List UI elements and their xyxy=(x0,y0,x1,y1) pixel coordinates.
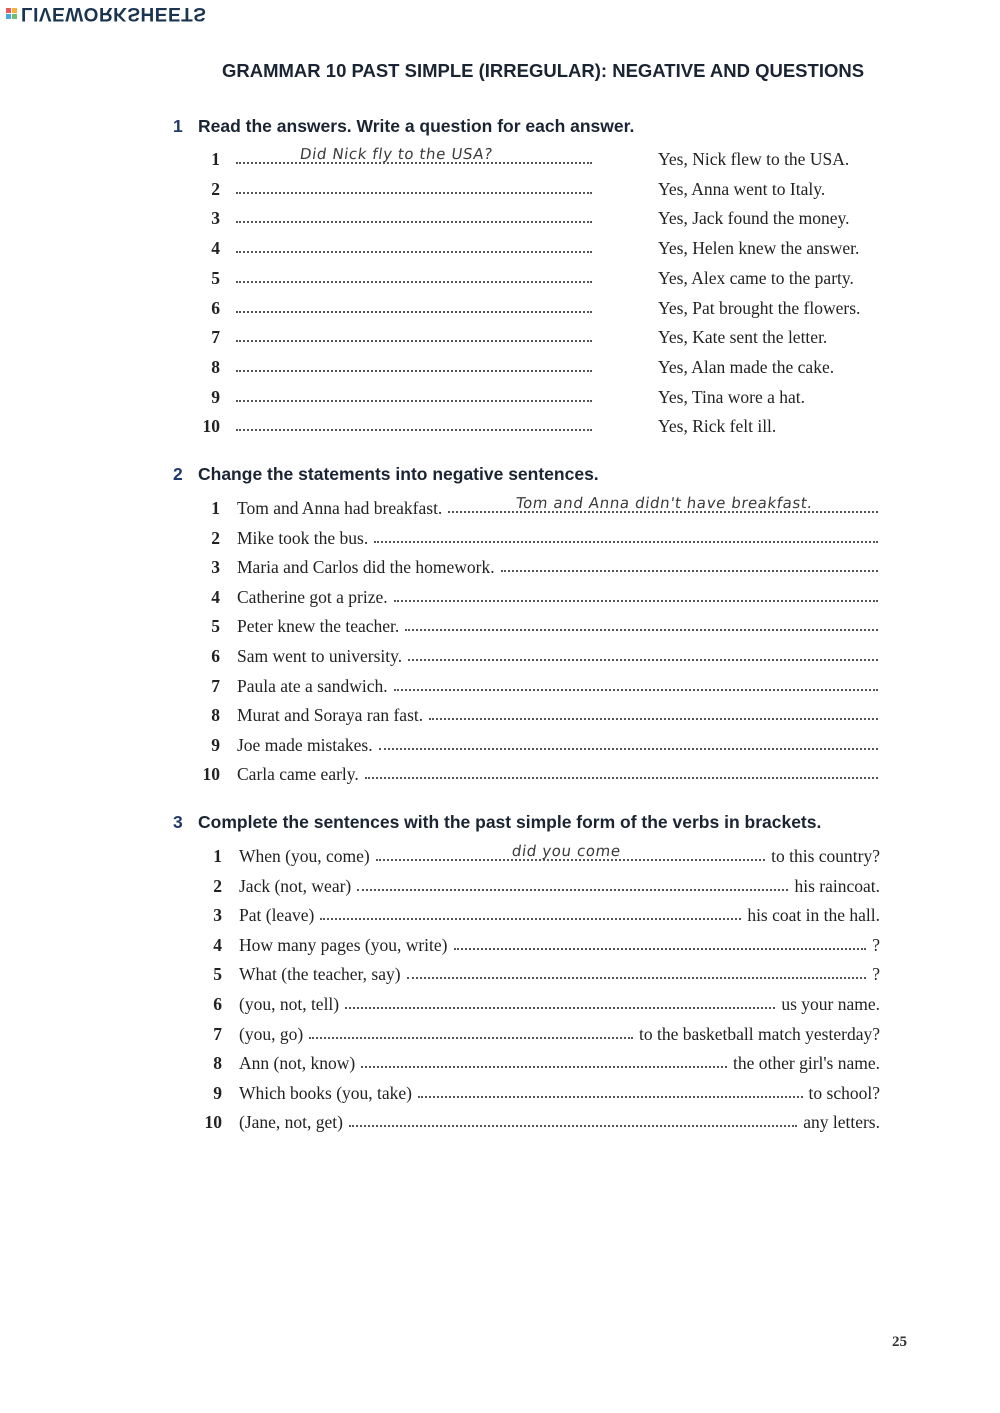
question-row xyxy=(0,208,1000,230)
statement-text: Tom and Anna had breakfast. xyxy=(237,498,443,518)
answer-blank[interactable] xyxy=(349,1125,797,1127)
question-row xyxy=(0,327,1000,349)
section-instruction: Complete the sentences with the past simple form of the verbs in brackets. xyxy=(198,812,822,832)
logo-square xyxy=(6,8,11,13)
item-number: 3 xyxy=(213,905,222,926)
answer-blank[interactable] xyxy=(501,570,878,572)
statement-row xyxy=(0,616,1000,638)
answer-blank[interactable] xyxy=(236,311,592,313)
item-number: 7 xyxy=(211,327,220,348)
sentence-row xyxy=(0,1112,1000,1134)
logo-square xyxy=(12,14,17,19)
given-answer: Yes, Anna went to Italy. xyxy=(658,178,826,199)
answer-blank[interactable] xyxy=(236,400,592,402)
item-number: 3 xyxy=(211,208,220,229)
answer-blank[interactable] xyxy=(407,977,867,979)
statement-row xyxy=(0,764,1000,786)
section-3-heading xyxy=(173,812,821,833)
question-row xyxy=(0,298,1000,320)
item-number: 4 xyxy=(211,586,220,607)
answer-blank[interactable] xyxy=(236,281,592,283)
answer-blank[interactable] xyxy=(408,659,878,661)
sentence-start: Which books (you, take) xyxy=(239,1082,413,1103)
item-number: 6 xyxy=(213,994,222,1014)
answer-blank[interactable] xyxy=(418,1096,803,1098)
item-number: 6 xyxy=(211,646,220,666)
answer-blank[interactable] xyxy=(345,1007,775,1009)
answer-blank[interactable] xyxy=(236,370,592,372)
statement-text: Peter knew the teacher. xyxy=(237,616,400,637)
sentence-end: to school? xyxy=(808,1082,880,1103)
answer-blank[interactable] xyxy=(394,600,878,602)
sentence-end: to the basketball match yesterday? xyxy=(638,1023,880,1044)
question-row xyxy=(0,238,1000,260)
item-number: 7 xyxy=(211,675,220,696)
sentence-end: his coat in the hall. xyxy=(747,905,880,926)
sentence-start: (you, not, tell) xyxy=(239,994,340,1014)
question-row xyxy=(0,416,1000,438)
statement-text: Catherine got a prize. xyxy=(237,586,388,607)
sentence-row xyxy=(0,994,1000,1016)
page-number: 25 xyxy=(892,1334,907,1350)
logo-squares-icon xyxy=(6,8,17,19)
answer-blank[interactable] xyxy=(379,748,878,750)
item-number: 10 xyxy=(204,1112,222,1133)
liveworksheets-logo xyxy=(6,2,206,24)
given-answer: Yes, Rick felt ill. xyxy=(658,416,777,437)
logo-text: LIVEWORKSHEETS xyxy=(21,3,207,24)
sentence-start: (you, go) xyxy=(239,1023,304,1044)
question-row xyxy=(0,145,1000,171)
item-number: 5 xyxy=(213,964,222,985)
statement-text: Carla came early. xyxy=(237,764,359,785)
sentence-end: to this country? xyxy=(771,846,880,866)
sentence-end: ? xyxy=(872,964,880,985)
sentence-end: us your name. xyxy=(781,994,880,1014)
item-number: 4 xyxy=(213,934,222,955)
item-number: 1 xyxy=(213,846,222,866)
item-number: 8 xyxy=(211,705,220,726)
statement-text: Joe made mistakes. xyxy=(237,734,373,755)
given-answer: Yes, Nick flew to the USA. xyxy=(658,149,850,169)
sentence-start: Pat (leave) xyxy=(239,905,315,926)
answer-blank[interactable] xyxy=(429,718,878,720)
sentence-row xyxy=(0,1053,1000,1075)
answer-blank[interactable] xyxy=(236,429,592,431)
answer-blank[interactable] xyxy=(454,948,867,950)
section-2-heading xyxy=(173,464,599,485)
answer-blank[interactable] xyxy=(236,340,592,342)
statement-row xyxy=(0,557,1000,579)
item-number: 3 xyxy=(211,557,220,578)
statement-row xyxy=(0,676,1000,698)
sentence-end: any letters. xyxy=(803,1112,880,1133)
item-number: 10 xyxy=(202,416,220,437)
question-row xyxy=(0,268,1000,290)
statement-text: Murat and Soraya ran fast. xyxy=(237,705,424,726)
question-row xyxy=(0,387,1000,409)
statement-text: Paula ate a sandwich. xyxy=(237,675,388,696)
answer-blank[interactable] xyxy=(236,221,592,223)
sentence-start: What (the teacher, say) xyxy=(239,964,401,985)
item-number: 8 xyxy=(213,1053,222,1074)
statement-text: Sam went to university. xyxy=(237,646,403,666)
item-number: 8 xyxy=(211,356,220,377)
sentence-row xyxy=(0,1083,1000,1105)
sentence-end: ? xyxy=(872,934,880,955)
answer-blank[interactable] xyxy=(309,1037,633,1039)
sentence-start: How many pages (you, write) xyxy=(239,934,448,955)
handwritten-answer: did you come xyxy=(510,842,623,860)
section-number: 3 xyxy=(173,812,183,832)
statement-row xyxy=(0,705,1000,727)
logo-square xyxy=(12,8,17,13)
sentence-start: Ann (not, know) xyxy=(239,1053,356,1074)
sentence-row xyxy=(0,842,1000,868)
question-row xyxy=(0,179,1000,201)
item-number: 9 xyxy=(211,734,220,755)
page-title: GRAMMAR 10 PAST SIMPLE (IRREGULAR): NEGATIVE AND QUESTIONS xyxy=(222,60,865,81)
sentence-row xyxy=(0,876,1000,898)
section-number: 1 xyxy=(173,116,183,136)
answer-blank[interactable] xyxy=(236,192,592,194)
question-row xyxy=(0,357,1000,379)
item-number: 7 xyxy=(213,1023,222,1044)
section-instruction: Change the statements into negative sentences. xyxy=(198,464,599,484)
sentence-end: his raincoat. xyxy=(794,875,880,896)
answer-blank[interactable] xyxy=(405,629,878,631)
item-number: 4 xyxy=(211,238,220,259)
item-number: 9 xyxy=(213,1082,222,1103)
sentence-row xyxy=(0,964,1000,986)
statement-text: Mike took the bus. xyxy=(237,527,369,548)
answer-blank[interactable] xyxy=(365,777,878,779)
given-answer: Yes, Jack found the money. xyxy=(658,208,850,229)
given-answer: Yes, Helen knew the answer. xyxy=(658,238,860,259)
section-number: 2 xyxy=(173,464,183,484)
logo-square xyxy=(6,14,11,19)
answer-blank[interactable] xyxy=(236,251,592,253)
item-number: 2 xyxy=(211,527,220,548)
given-answer: Yes, Tina wore a hat. xyxy=(658,386,805,407)
handwritten-answer: Tom and Anna didn't have breakfast. xyxy=(514,494,815,512)
answer-blank[interactable] xyxy=(374,541,878,543)
sentence-row xyxy=(0,935,1000,957)
statement-row xyxy=(0,587,1000,609)
answer-blank[interactable] xyxy=(394,689,878,691)
sentence-start: (Jane, not, get) xyxy=(239,1112,343,1133)
item-number: 9 xyxy=(211,386,220,407)
item-number: 10 xyxy=(202,764,220,785)
sentence-start: When (you, come) xyxy=(239,846,370,866)
given-answer: Yes, Kate sent the letter. xyxy=(658,327,828,348)
item-number: 2 xyxy=(213,875,222,896)
given-answer: Yes, Alex came to the party. xyxy=(658,267,854,288)
item-number: 6 xyxy=(211,297,220,318)
statement-row xyxy=(0,735,1000,757)
section-1-heading xyxy=(173,116,634,137)
statement-row xyxy=(0,494,1000,520)
statement-row xyxy=(0,646,1000,668)
sentence-end: the other girl's name. xyxy=(733,1053,880,1074)
item-number: 2 xyxy=(211,178,220,199)
statement-text: Maria and Carlos did the homework. xyxy=(237,557,495,578)
answer-blank[interactable] xyxy=(357,889,788,891)
sentence-row xyxy=(0,1024,1000,1046)
answer-blank[interactable] xyxy=(320,918,741,920)
given-answer: Yes, Pat brought the flowers. xyxy=(658,297,861,318)
statement-row xyxy=(0,528,1000,550)
answer-blank[interactable] xyxy=(361,1066,727,1068)
item-number: 5 xyxy=(211,616,220,637)
handwritten-answer: Did Nick fly to the USA? xyxy=(298,145,495,163)
item-number: 1 xyxy=(211,498,220,518)
item-number: 1 xyxy=(211,149,220,169)
sentence-row xyxy=(0,905,1000,927)
item-number: 5 xyxy=(211,267,220,288)
given-answer: Yes, Alan made the cake. xyxy=(658,356,835,377)
sentence-start: Jack (not, wear) xyxy=(239,875,352,896)
section-instruction: Read the answers. Write a question for each answer. xyxy=(198,116,635,136)
